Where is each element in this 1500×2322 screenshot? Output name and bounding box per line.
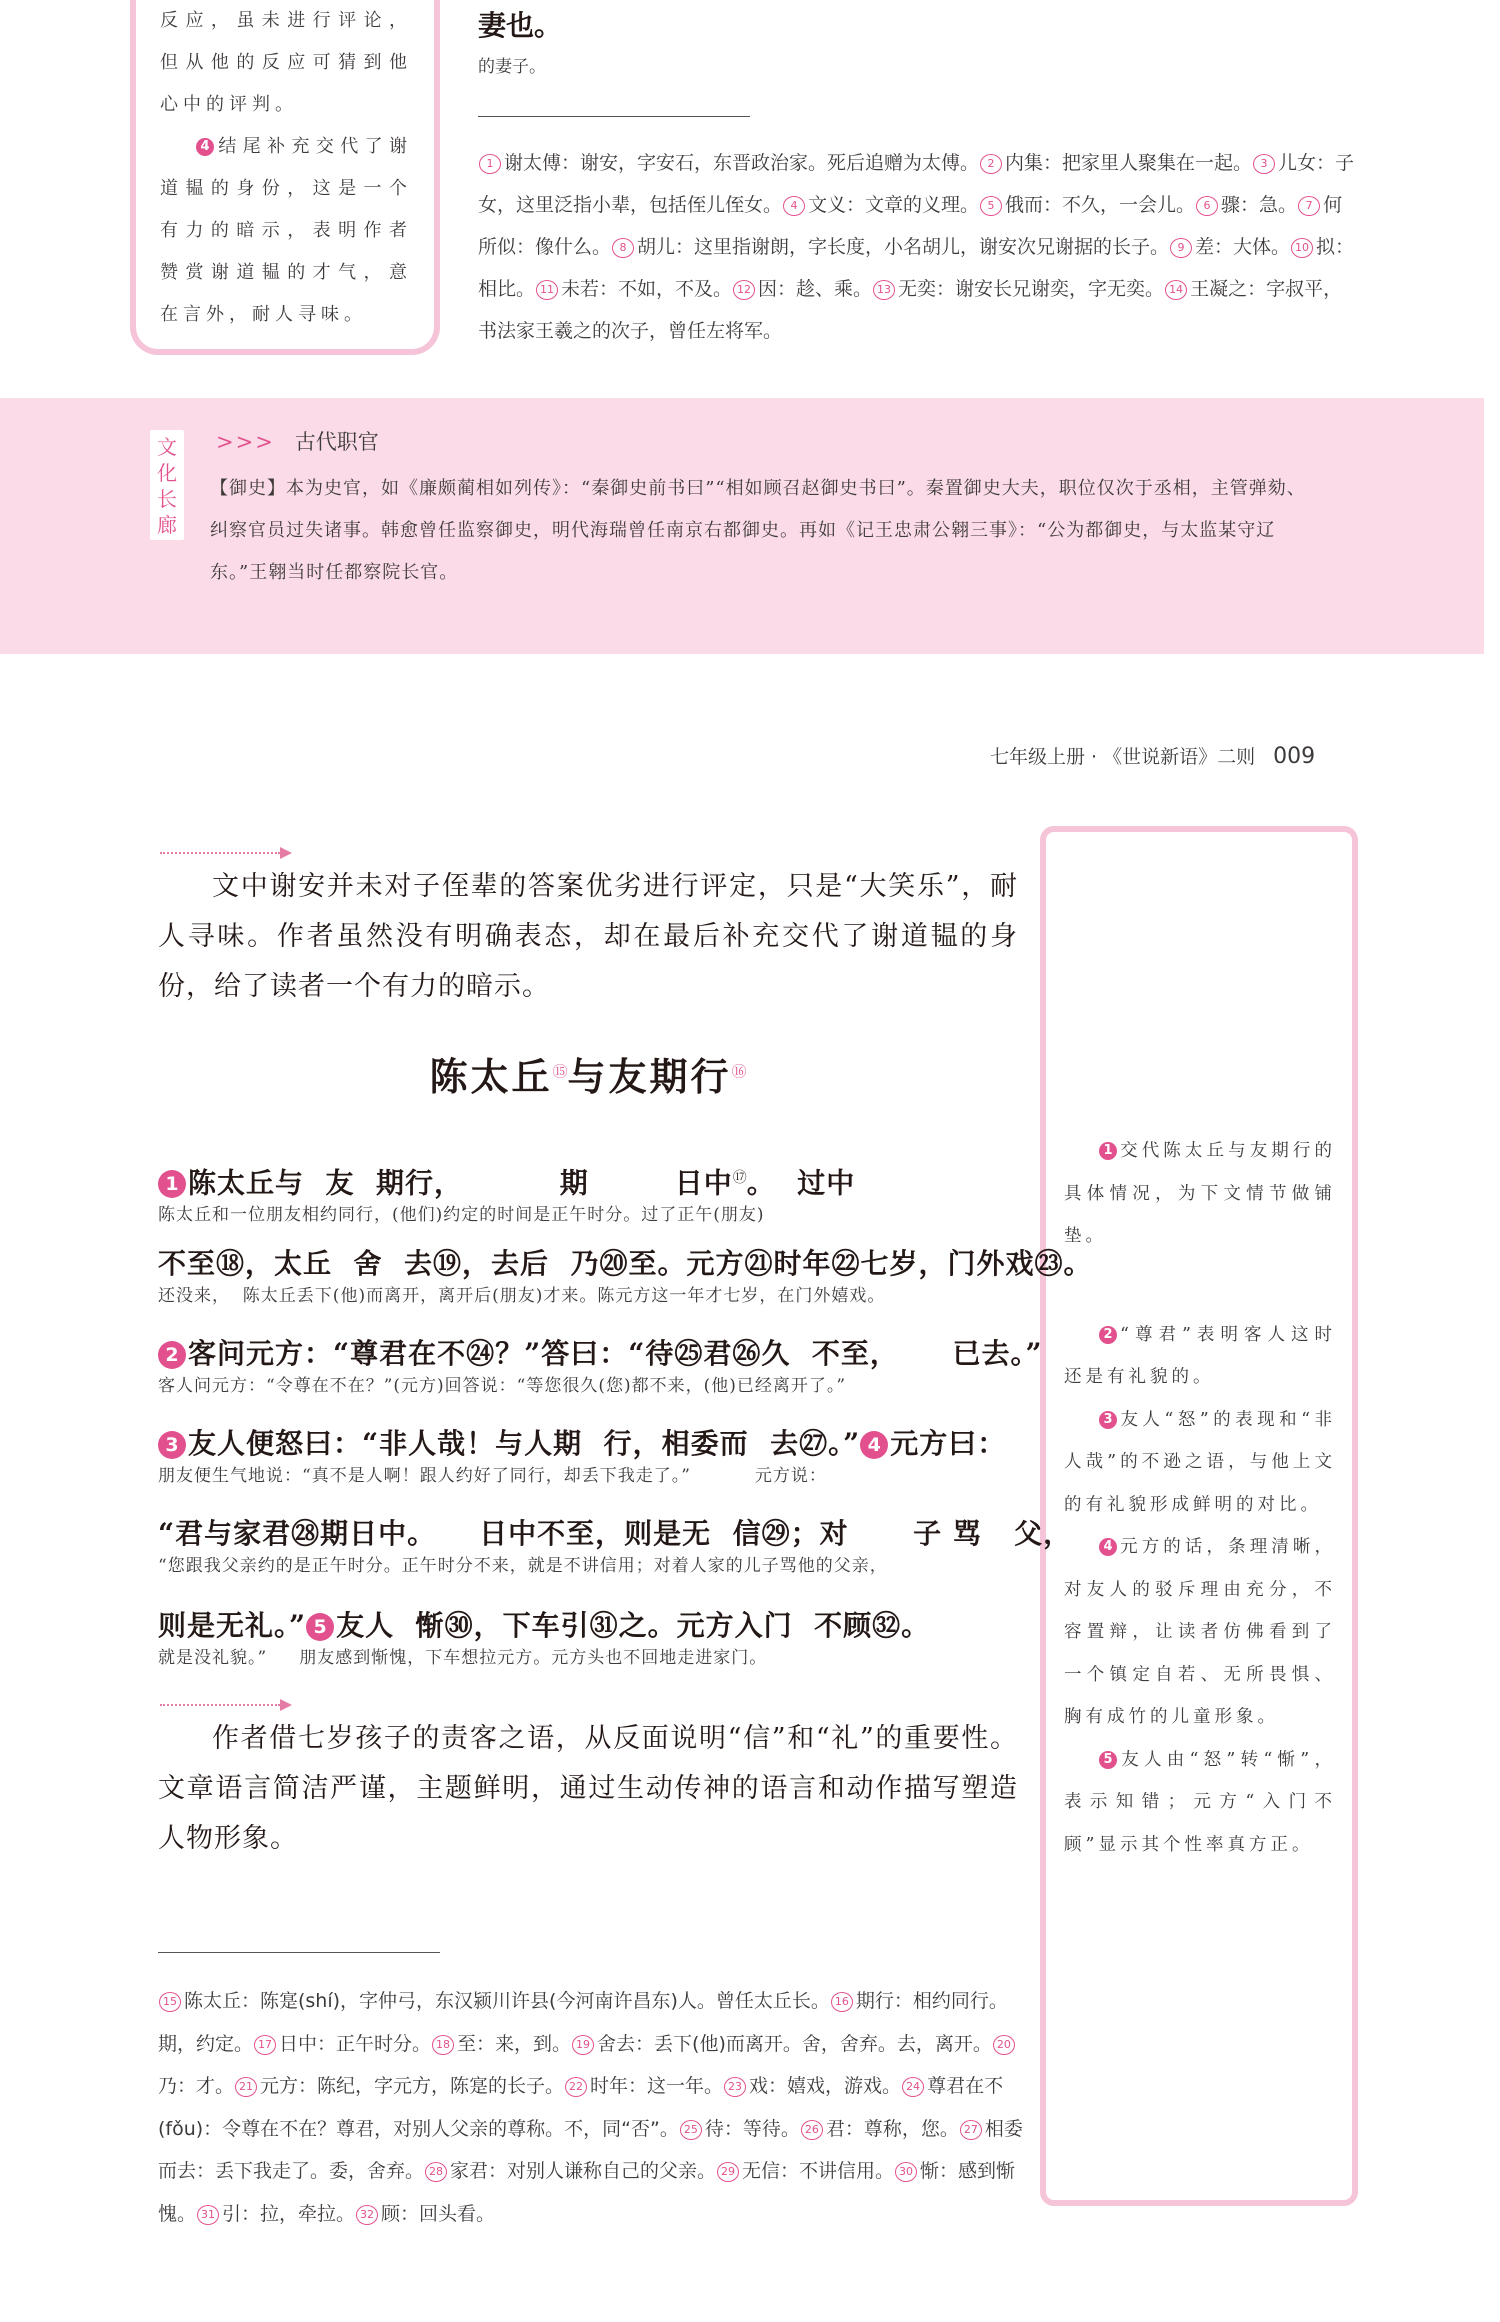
footnote-marker: 14 <box>1165 280 1187 300</box>
translation-line: 朋友便生气地说：“真不是人啊！跟人约好了同行，却丢下我走了。” 元方说： <box>158 1466 827 1486</box>
footnote-marker: 4 <box>783 196 805 216</box>
tag-text <box>150 434 184 538</box>
side-annotation <box>1064 1739 1336 1867</box>
footnote-item <box>800 2118 959 2140</box>
footnote-text: 至：来，到。 <box>457 2032 572 2055</box>
footnote-text: 戏：嬉戏，游戏。 <box>749 2075 902 2097</box>
essay-title <box>158 1046 1018 1101</box>
footnote-item <box>196 2203 355 2225</box>
translation-line: 还没来， 陈太丘丢下(他)而离开，离开后(朋友)才来。陈元方这一年才七岁，在门外嬉戏。 <box>158 1286 886 1306</box>
original-text-line <box>158 1158 1028 1203</box>
footnote-item <box>723 2075 901 2097</box>
translation-line: 的妻子。 <box>478 57 546 77</box>
footnote-text: 无奕：谢安长兄谢奕，字无奕。 <box>898 278 1165 300</box>
top-footnotes <box>478 142 1358 352</box>
title-note-ref: ⑮ <box>552 1062 568 1081</box>
footnote-marker: 22 <box>565 2077 587 2097</box>
original-text: 友人 惭㉚，下车引㉛之。元方入门 不顾㉜。 <box>336 1609 931 1642</box>
original-text-line: 不至⑱，太丘 舍 去⑲，去后 乃⑳至。元方㉑时年㉒七岁，门外戏㉓。 <box>158 1247 1093 1280</box>
title-part: 与友期行 <box>567 1054 732 1099</box>
original-text: 元方曰： <box>890 1427 1007 1460</box>
annotation-body: 交代陈太丘与友期行的具体情况，为下文情节做铺垫。 <box>1064 1141 1336 1246</box>
footnote-item <box>424 2160 716 2182</box>
top-annotation-box <box>130 0 440 355</box>
text-line-pair <box>158 1158 1028 1227</box>
footnote-marker: 27 <box>960 2120 982 2140</box>
arrows-icon: >>> <box>216 430 275 454</box>
running-head <box>990 742 1315 769</box>
footnote-text: 胡儿：这里指谢朗，字长度，小名胡儿，谢安次兄谢据的长子。 <box>637 236 1170 258</box>
footnote-marker: 5 <box>980 196 1002 216</box>
footnote-item <box>234 2075 564 2097</box>
tag-char: 长 <box>157 487 177 511</box>
footnote-text: 俄而：不久，一会儿。 <box>1005 194 1196 216</box>
footnote-marker: 9 <box>1170 238 1192 258</box>
footnote-text: 待：等待。 <box>704 2117 800 2140</box>
footnote-item <box>1169 236 1290 258</box>
footnote-marker: 17 <box>254 2035 276 2055</box>
footnote-marker: 6 <box>1196 196 1218 216</box>
footnote-item <box>679 2118 800 2140</box>
original-text-line: 妻也。 <box>478 9 563 42</box>
dotted-arrow-divider <box>160 852 280 854</box>
footnote-marker: 30 <box>895 2162 917 2182</box>
translation-line: 陈太丘和一位朋友相约同行，(他们)约定的时间是正午时分。过了正午(朋友) <box>158 1205 765 1226</box>
footnote-item <box>782 194 979 216</box>
footnote-item <box>716 2160 894 2182</box>
original-text: 则是无礼。” <box>158 1609 307 1642</box>
footnote-marker: 3 <box>1253 154 1275 174</box>
footnote-text: 时年：这一年。 <box>590 2075 724 2097</box>
note-ref: ⑰ <box>732 1170 747 1186</box>
footnote-marker: 28 <box>425 2162 447 2182</box>
original-text-line <box>158 1424 1028 1464</box>
footnote-text: 引：拉，牵拉。 <box>222 2202 356 2225</box>
footnote-marker: 19 <box>572 2035 594 2055</box>
footnote-text: 无信：不讲信用。 <box>742 2160 895 2182</box>
annotation-number: 1 <box>1099 1142 1117 1160</box>
footnote-text: 差：大体。 <box>1195 236 1291 258</box>
intro-text: 文中谢安并未对子侄辈的答案优劣进行评定，只是“大笑乐”，耐人寻味。作者虽然没有明确表态，却在最后补充交代了谢道韫的身份，给了读者一个有力的暗示。 <box>158 871 1018 1002</box>
annotation-body: 元方的话，条理清晰，对友人的驳斥理由充分，不容置辩，让读者仿佛看到了一个镇定自若、无所畏惧、胸有成竹的儿童形象。 <box>1064 1537 1336 1727</box>
footnote-marker: 24 <box>902 2077 924 2097</box>
footnote-marker: 31 <box>197 2205 219 2225</box>
annotation-number: 4 <box>196 138 214 156</box>
intro-paragraph <box>158 862 1018 1012</box>
translation-line: 客人问元方：“令尊在不在？”(元方)回答说：“等您很久(您)都不来，(他)已经离开了。” <box>158 1376 847 1396</box>
paragraph-number-badge: 2 <box>158 1341 186 1369</box>
footnote-marker: 26 <box>801 2120 823 2140</box>
footnote-text: 家君：对别人谦称自己的父亲。 <box>450 2160 717 2182</box>
title-part: 陈太丘 <box>429 1054 553 1099</box>
annotation-text <box>160 126 412 336</box>
footnote-marker: 32 <box>356 2205 378 2225</box>
footnote-item <box>158 1990 830 2012</box>
footnote-marker: 23 <box>724 2077 746 2097</box>
annotation-body: 结尾补充交代了谢道韫的身份，这是一个有力的暗示，表明作者赞赏谢道韫的才气，意在言外，耐人寻味。 <box>160 136 412 325</box>
original-text-line <box>158 1334 1043 1374</box>
footnote-item <box>478 152 979 174</box>
footnote-item <box>979 194 1195 216</box>
side-annotation <box>1064 1526 1336 1739</box>
footnote-text: 因：趁、乘。 <box>758 278 873 300</box>
text-line-pair <box>158 1334 1043 1398</box>
footnote-text: 儿女：子女，这里泛指小辈，包括侄儿侄女。 <box>478 152 1355 216</box>
footnote-item <box>253 2033 431 2055</box>
footnote-text: 顾：回头看。 <box>381 2202 496 2225</box>
footnote-item <box>872 278 1164 300</box>
footnote-text: 拟：相比。 <box>478 236 1355 300</box>
footnote-marker: 13 <box>873 280 895 300</box>
tag-char: 化 <box>157 461 177 485</box>
footnote-marker: 15 <box>159 1992 181 2012</box>
footnote-marker: 20 <box>993 2035 1015 2055</box>
footnote-text: 何所似：像什么。 <box>478 194 1343 258</box>
footnote-item <box>535 278 732 300</box>
annotation-number: 4 <box>1099 1538 1117 1556</box>
footnote-text: 元方：陈纪，字元方，陈寔的长子。 <box>260 2075 565 2097</box>
culture-corridor-body: 【御史】本为史官，如《廉颇蔺相如列传》：“秦御史前书曰”“相如顾召赵御史书曰”。秦置御史大夫，职位仅次于丞相，主管弹劾、纠察官员过失诸事。韩愈曾任监察御史，明代海瑞曾任南京右都御史。再如《记王忠肃公翱三事》：“公为都御史，与太监某守辽东。”王翱当时任都察院长官。 <box>210 478 1306 583</box>
original-text: 客问元方：“尊君在不㉔？”答曰：“待㉕君㉖久 不至， 已去。” <box>188 1337 1043 1370</box>
tag-char: 文 <box>157 435 177 459</box>
culture-corridor-tag <box>150 430 184 540</box>
footnote-marker: 8 <box>612 238 634 258</box>
footnote-item <box>355 2203 495 2225</box>
footnote-marker: 2 <box>980 154 1002 174</box>
footnote-text: 君：尊称，您。 <box>825 2117 959 2140</box>
footnote-text: 相委而去：丢下我走了。委，舍弃。 <box>158 2117 1023 2182</box>
paragraph-number-badge: 1 <box>158 1170 186 1198</box>
footnote-item <box>431 2033 571 2055</box>
annotation-number: 5 <box>1099 1751 1117 1769</box>
bottom-footnotes <box>158 1980 1028 2235</box>
footnote-marker: 1 <box>479 154 501 174</box>
paragraph-number-badge: 3 <box>158 1431 186 1459</box>
page-number: 009 <box>1273 744 1316 769</box>
footnote-marker: 16 <box>831 1992 853 2012</box>
annotation-body: 友人“怒”的表现和“非人哉”的不逊之语，与他上文的有礼貌形成鲜明的对比。 <box>1064 1409 1336 1515</box>
annotation-body: 友人由“怒”转“惭”，表示知错；元方“入门不顾”显示其个性率真方正。 <box>1064 1749 1336 1855</box>
original-text: 陈太丘与 友 期行， 期 日中 <box>188 1166 733 1200</box>
side-annotation <box>1064 1399 1336 1527</box>
footnote-text: 陈太丘：陈寔(shí)，字仲弓，东汉颍川许县(今河南许昌东)人。曾任太丘长。 <box>184 1990 830 2012</box>
text-line-pair <box>158 1606 1028 1670</box>
translation-line: 就是没礼貌。” 朋友感到惭愧，下车想拉元方。元方头也不回地走进家门。 <box>158 1648 768 1668</box>
running-head-title: 七年级上册 · 《世说新语》二则 <box>990 746 1256 768</box>
annotation-number: 2 <box>1099 1326 1117 1344</box>
footnote-text: 尊君在不(fǒu)：令尊在不在？尊君，对别人父亲的尊称。不，同“否”。 <box>158 2075 1004 2140</box>
original-text-line <box>158 1606 1028 1646</box>
footnote-text: 惭：感到惭愧。 <box>158 2160 1016 2225</box>
top-text-block <box>478 6 1358 77</box>
annotation-text: 反应，虽未进行评论，但从他的反应可猜到他心中的评判。 <box>160 10 412 115</box>
heading-text: 古代职官 <box>294 430 379 454</box>
footnote-text: 内集：把家里人聚集在一起。 <box>1005 152 1253 174</box>
footnote-item <box>979 152 1252 174</box>
title-note-ref: ⑯ <box>731 1062 747 1081</box>
conclusion-text: 作者借七岁孩子的责客之语，从反面说明“信”和“礼”的重要性。文章语言简洁严谨，主题鲜明，通过生动传神的语言和动作描写塑造人物形象。 <box>158 1723 1018 1854</box>
side-annotation <box>1064 1314 1336 1399</box>
side-annotation <box>1064 1130 1336 1258</box>
footnote-divider <box>478 116 750 117</box>
side-annotation-column <box>1040 826 1358 2206</box>
footnote-item <box>1195 194 1297 216</box>
text-line-pair <box>158 1424 1028 1488</box>
footnote-text: 未若：不如，不及。 <box>561 278 733 300</box>
footnote-divider <box>158 1952 440 1953</box>
tag-char: 廊 <box>157 513 177 537</box>
dotted-arrow-divider <box>160 1704 280 1706</box>
footnote-text: 乃：才。 <box>158 2075 235 2097</box>
text-line-pair <box>158 1514 1073 1578</box>
footnote-marker: 21 <box>235 2077 257 2097</box>
footnote-text: 王凝之：字叔平，书法家王羲之的次子，曾任左将军。 <box>478 278 1343 342</box>
footnote-text: 期行：相约同行。期，约定。 <box>158 1990 1008 2055</box>
footnote-text: 舍去：丢下(他)而离开。舍，舍弃。去，离开。 <box>597 2032 992 2055</box>
footnote-marker: 18 <box>432 2035 454 2055</box>
footnote-marker: 12 <box>733 280 755 300</box>
footnote-marker: 11 <box>536 280 558 300</box>
original-text-line: “君与家君㉘期日中。 日中不至，则是无 信㉙；对 子 骂 父， <box>158 1517 1073 1550</box>
paragraph-number-badge: 4 <box>860 1431 888 1459</box>
original-text: 友人便怒曰：“非人哉！与人期 行，相委而 去㉗。” <box>188 1427 861 1460</box>
translation-line: “您跟我父亲约的是正午时分。正午时分不来，就是不讲信用；对着人家的儿子骂他的父亲， <box>158 1556 888 1576</box>
footnote-text: 日中：正午时分。 <box>279 2032 432 2055</box>
footnote-item <box>732 278 872 300</box>
footnote-marker: 7 <box>1298 196 1320 216</box>
footnote-marker: 29 <box>717 2162 739 2182</box>
annotation-number: 3 <box>1099 1411 1117 1429</box>
text-line-pair <box>158 1244 1093 1308</box>
footnote-marker: 10 <box>1291 238 1313 258</box>
footnote-item <box>564 2075 723 2097</box>
annotation-body: “尊君”表明客人这时还是有礼貌的。 <box>1064 1324 1336 1387</box>
conclusion-paragraph <box>158 1714 1018 1864</box>
footnote-text: 骤：急。 <box>1221 194 1298 216</box>
footnote-text: 文义：文章的义理。 <box>808 194 980 216</box>
paragraph-number-badge: 5 <box>306 1613 334 1641</box>
footnote-marker: 25 <box>680 2120 702 2140</box>
footnote-item <box>611 236 1169 258</box>
footnote-item <box>571 2033 992 2055</box>
original-text: 。 过中 <box>746 1166 856 1200</box>
footnote-text: 谢太傅：谢安，字安石，东晋政治家。死后追赠为太傅。 <box>504 152 980 174</box>
culture-corridor-heading <box>216 426 379 456</box>
